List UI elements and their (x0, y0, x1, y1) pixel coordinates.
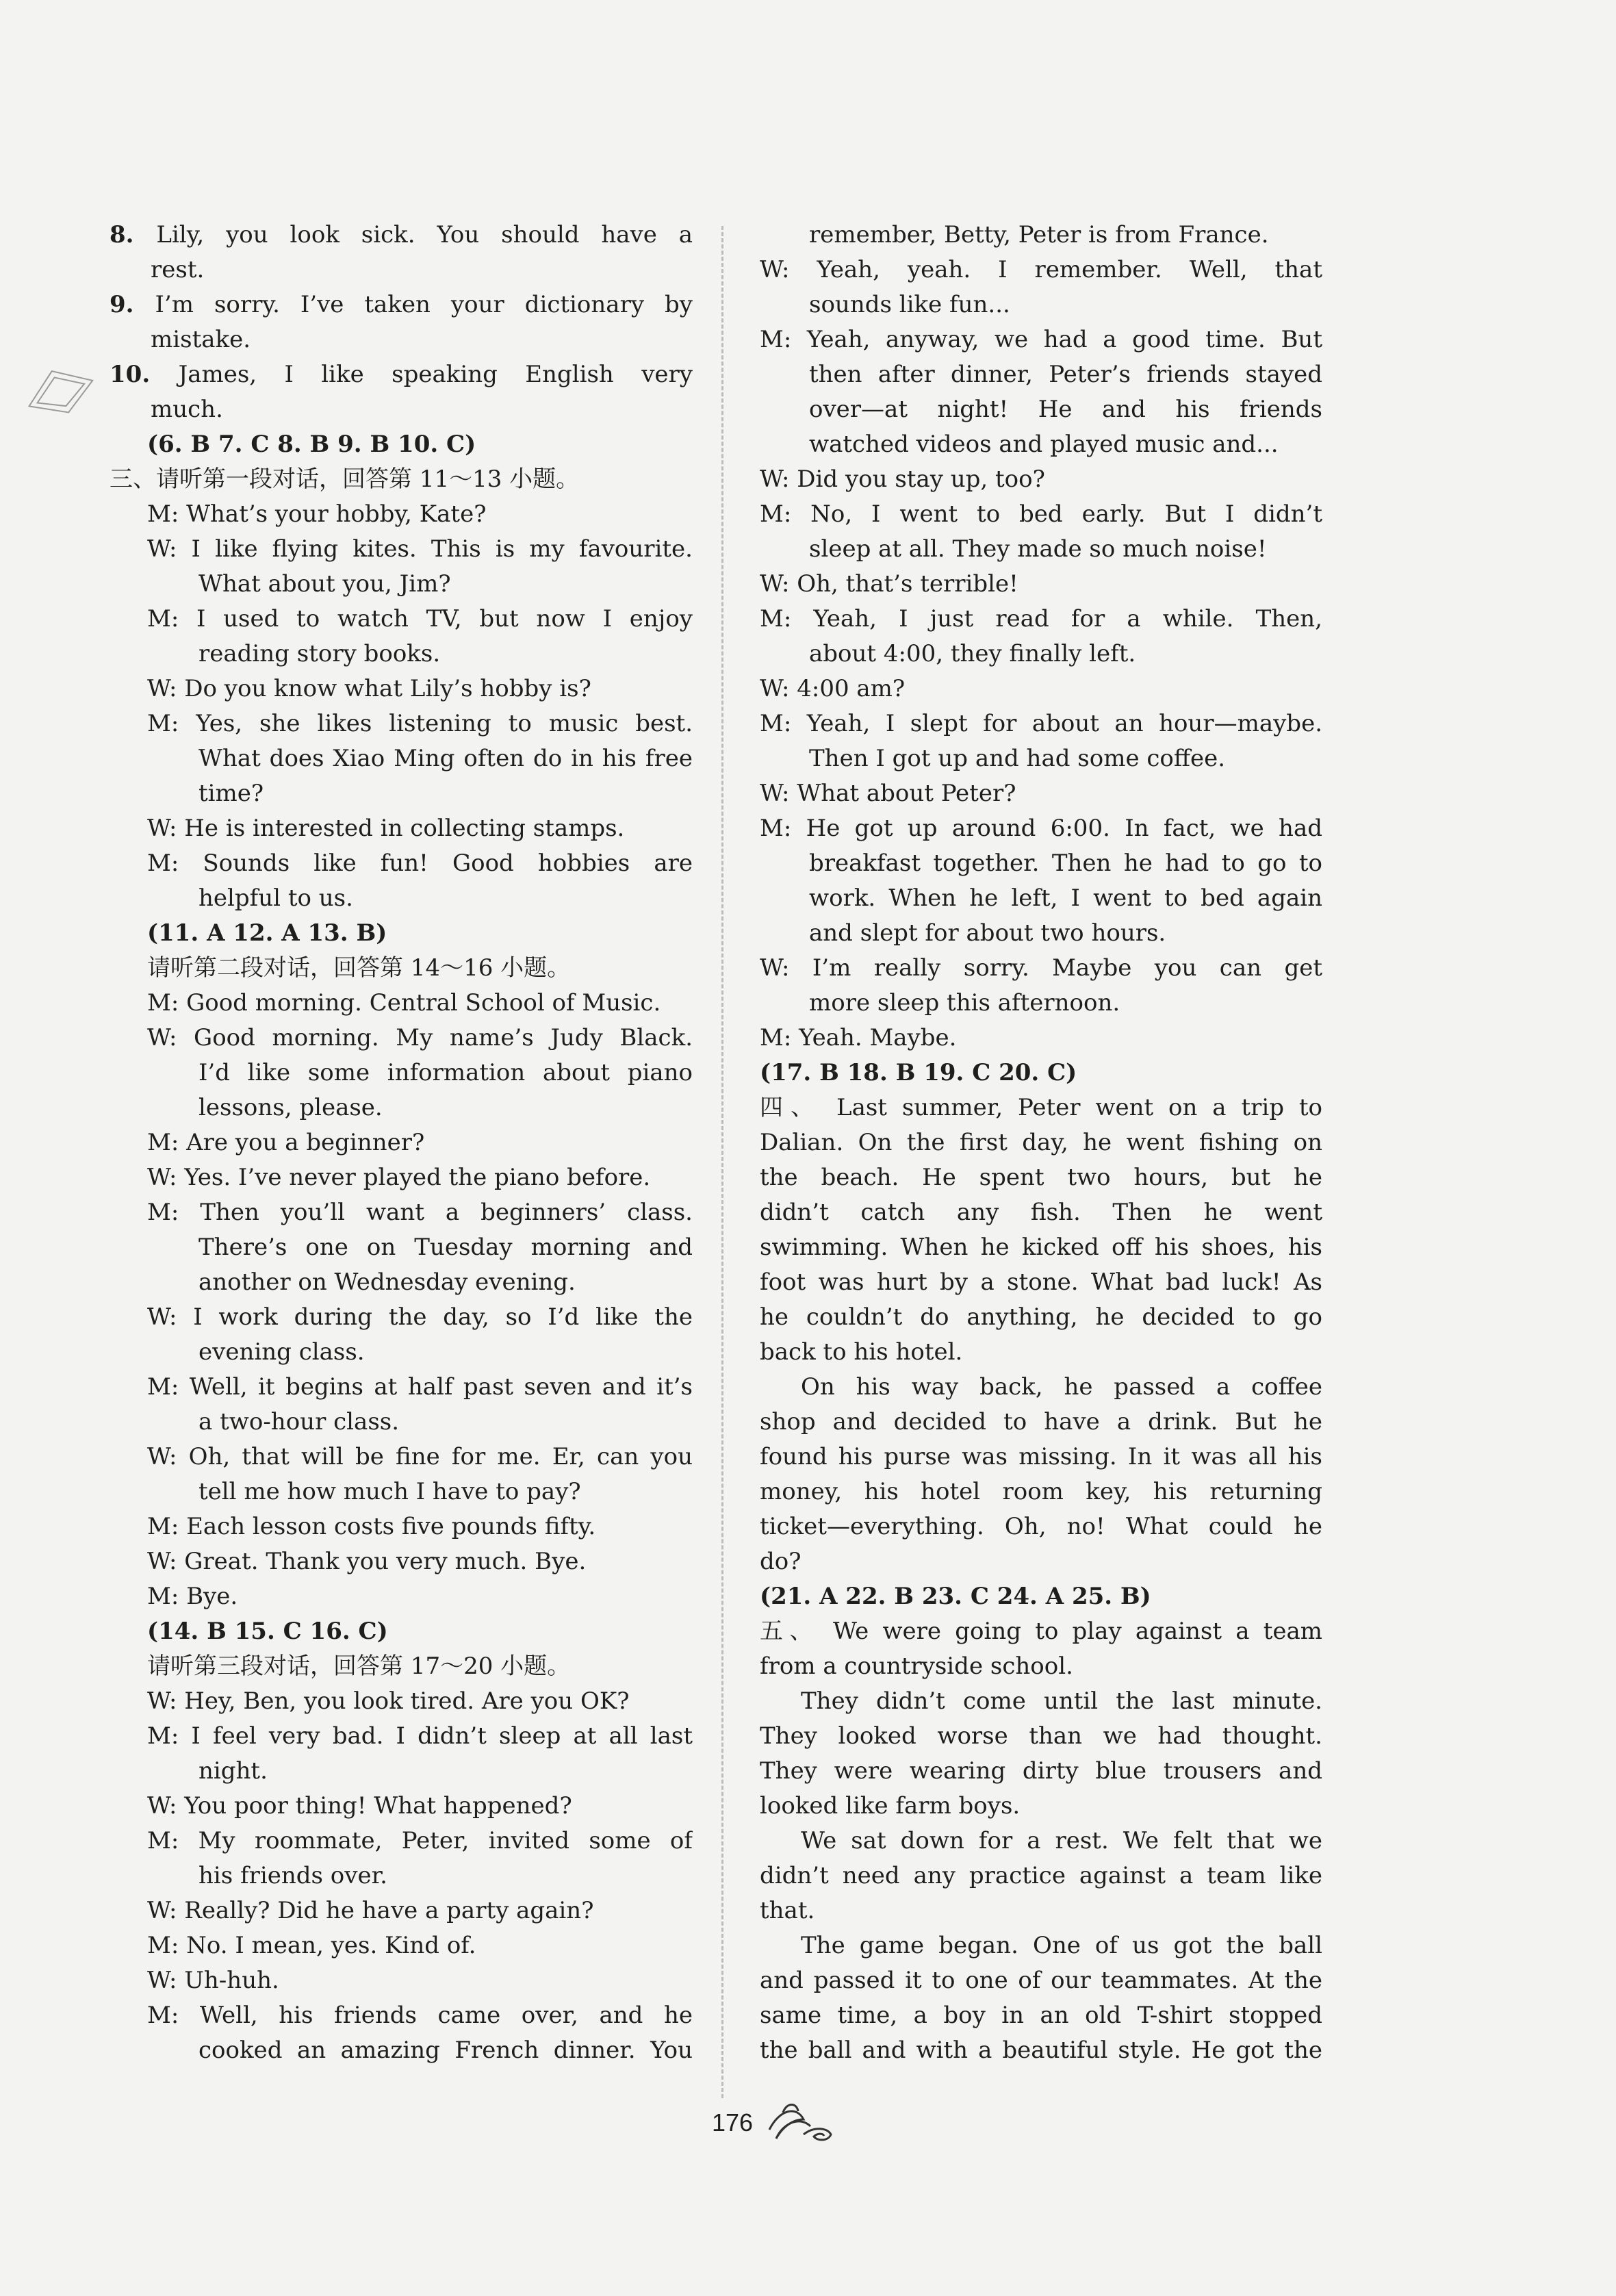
line-text: and slept for about two hours. (809, 919, 1166, 947)
text-line (760, 427, 1322, 462)
text-line (760, 1335, 1322, 1370)
page-footer (712, 2092, 845, 2154)
text-line (110, 1370, 693, 1405)
text-line (110, 1789, 693, 1824)
text-line (110, 1021, 693, 1056)
text-line (760, 392, 1322, 427)
line-text: (21. A 22. B 23. C 24. A 25. B) (760, 1583, 1151, 1610)
line-text: swimming. When he kicked off his shoes, his (760, 1234, 1322, 1261)
text-line (760, 1125, 1322, 1160)
text-line (760, 1579, 1322, 1614)
line-text: On his way back, he passed a coffee (801, 1373, 1322, 1401)
line-text: M: No. I mean, yes. Kind of. (147, 1932, 476, 1959)
line-text: They looked worse than we had thought. (760, 1722, 1322, 1750)
text-line (760, 1614, 1322, 1649)
text-line (110, 1893, 693, 1928)
text-line (760, 881, 1322, 916)
line-text: same time, a boy in an old T-shirt stopped (760, 2002, 1322, 2029)
line-text: What about you, Jim? (198, 570, 451, 598)
text-line (760, 1824, 1322, 1859)
text-line (110, 916, 693, 951)
line-text: foot was hurt by a stone. What bad luck! As (760, 1268, 1322, 1296)
line-text: work. When he left, I went to bed again (809, 884, 1322, 912)
line-text: over—at night! He and his friends (809, 396, 1322, 423)
text-line (110, 706, 693, 741)
line-text: W: I’m really sorry. Maybe you can get (760, 954, 1322, 982)
line-text: from a countryside school. (760, 1653, 1073, 1680)
text-line (110, 1475, 693, 1509)
line-text: looked like farm boys. (760, 1792, 1021, 1820)
text-line (760, 1160, 1322, 1195)
line-text: Dalian. On the first day, he went fishing on (760, 1129, 1322, 1156)
text-line (110, 497, 693, 532)
line-text: They were wearing dirty blue trousers and (760, 1757, 1322, 1785)
text-line (760, 1230, 1322, 1265)
text-line (110, 1300, 693, 1335)
text-line (110, 218, 693, 253)
line-text: Lily, you look sick. You should have a (156, 221, 693, 248)
line-text: There’s one on Tuesday morning and (198, 1234, 693, 1261)
text-line (110, 1230, 693, 1265)
line-text: W: What about Peter? (760, 780, 1016, 807)
line-text: W: Great. Thank you very much. Bye. (147, 1548, 587, 1575)
item-number: 9. (110, 291, 155, 318)
text-line (760, 2033, 1322, 2068)
left-column (110, 218, 693, 2068)
text-line (110, 1719, 693, 1754)
line-text: mistake. (151, 326, 251, 353)
line-text: evening class. (198, 1338, 365, 1366)
line-text: (6. B 7. C 8. B 9. B 10. C) (147, 431, 476, 458)
line-text: M: Good morning. Central School of Music. (147, 989, 661, 1017)
line-text: James, I like speaking English very (178, 361, 693, 388)
line-text: found his purse was missing. In it was all his (760, 1443, 1322, 1470)
text-line (110, 672, 693, 706)
line-text: back to his hotel. (760, 1338, 963, 1366)
text-line (110, 1614, 693, 1649)
line-text: more sleep this afternoon. (809, 989, 1120, 1017)
text-line (760, 1265, 1322, 1300)
line-text: I’m sorry. I’ve taken your dictionary by (155, 291, 693, 318)
line-text: rest. (151, 256, 205, 283)
text-line (110, 1579, 693, 1614)
text-line (760, 776, 1322, 811)
line-text: time? (198, 780, 264, 807)
line-text: night. (198, 1757, 268, 1785)
line-text: W: Did you stay up, too? (760, 465, 1045, 493)
text-line (760, 497, 1322, 532)
line-text: W: Oh, that’s terrible! (760, 570, 1018, 598)
text-line (110, 253, 693, 288)
item-number: 10. (110, 361, 179, 388)
text-line (110, 392, 693, 427)
text-line (760, 1893, 1322, 1928)
line-text: M: No, I went to bed early. But I didn’t (760, 500, 1322, 528)
text-line (110, 602, 693, 637)
line-text: remember, Betty, Peter is from France. (809, 221, 1269, 248)
line-text: W: I like flying kites. This is my favourite. (147, 535, 693, 563)
line-text: (14. B 15. C 16. C) (147, 1618, 388, 1645)
stamp-icon (15, 356, 104, 424)
item-number: 8. (110, 221, 157, 248)
text-line (110, 1928, 693, 1963)
line-text: M: Yeah, anyway, we had a good time. But (760, 326, 1322, 353)
line-text: M: Yeah, I just read for a while. Then, (760, 605, 1322, 633)
text-line (110, 1125, 693, 1160)
text-line (760, 1195, 1322, 1230)
text-line (110, 1405, 693, 1440)
line-text: cooked an amazing French dinner. You (198, 2037, 693, 2064)
floral-ornament-icon (762, 2099, 845, 2147)
line-text: W: Uh-huh. (147, 1967, 279, 1994)
text-line (110, 462, 693, 497)
text-line (760, 322, 1322, 357)
line-text: M: He got up around 6:00. In fact, we had (760, 815, 1322, 842)
text-line (110, 1649, 693, 1684)
text-line (760, 1440, 1322, 1475)
line-text: another on Wednesday evening. (198, 1268, 576, 1296)
line-text: tell me how much I have to pay? (198, 1478, 581, 1505)
line-text: the ball and with a beautiful style. He got the (760, 2037, 1322, 2064)
page-number: 176 (712, 2108, 754, 2136)
line-text: watched videos and played music and... (809, 431, 1279, 458)
text-line (760, 1021, 1322, 1056)
line-text: and passed it to one of our teammates. At the (760, 1967, 1322, 1994)
text-line (760, 1649, 1322, 1684)
line-text: M: Are you a beginner? (147, 1129, 425, 1156)
line-text: 三、请听第一段对话，回答第 11～13 小题。 (110, 465, 580, 493)
line-text: his friends over. (198, 1862, 387, 1889)
text-line (760, 951, 1322, 986)
text-line (760, 1928, 1322, 1963)
text-line (760, 672, 1322, 706)
line-text: W: I work during the day, so I’d like the (147, 1303, 693, 1331)
text-line (110, 357, 693, 392)
line-text: M: Sounds like fun! Good hobbies are (147, 850, 693, 877)
line-text: (17. B 18. B 19. C 20. C) (760, 1059, 1077, 1086)
line-text: then after dinner, Peter’s friends stayed (809, 361, 1322, 388)
line-text: about 4:00, they finally left. (809, 640, 1136, 667)
line-text: W: Hey, Ben, you look tired. Are you OK? (147, 1687, 630, 1715)
text-line (110, 1859, 693, 1893)
text-line (110, 741, 693, 776)
text-line (760, 1859, 1322, 1893)
line-text: W: He is interested in collecting stamps. (147, 815, 625, 842)
text-line (110, 567, 693, 602)
text-line (760, 288, 1322, 322)
line-text: didn’t need any practice against a team like (760, 1862, 1322, 1889)
text-line (110, 532, 693, 567)
line-text: M: Bye. (147, 1583, 238, 1610)
line-text: a two-hour class. (198, 1408, 400, 1436)
text-line (760, 1719, 1322, 1754)
text-line (110, 881, 693, 916)
text-line (110, 427, 693, 462)
line-text: M: Then you’ll want a beginners’ class. (147, 1199, 693, 1226)
text-line (110, 1824, 693, 1859)
line-text: W: Oh, that will be fine for me. Er, can you (147, 1443, 693, 1470)
text-line (110, 288, 693, 322)
line-text: They didn’t come until the last minute. (801, 1687, 1322, 1715)
text-line (760, 357, 1322, 392)
line-text: do? (760, 1548, 801, 1575)
line-text: What does Xiao Ming often do in his free (198, 745, 693, 772)
line-text: M: Well, his friends came over, and he (147, 2002, 693, 2029)
line-text: didn’t catch any fish. Then he went (760, 1199, 1322, 1226)
line-text: W: Yes. I’ve never played the piano before. (147, 1164, 651, 1191)
text-line (760, 1090, 1322, 1125)
line-text: the beach. He spent two hours, but he (760, 1164, 1322, 1191)
text-line (110, 846, 693, 881)
text-line (110, 1684, 693, 1719)
text-line (760, 567, 1322, 602)
text-line (760, 1509, 1322, 1544)
text-line (110, 1998, 693, 2033)
text-line (760, 637, 1322, 672)
line-text: We sat down for a rest. We felt that we (801, 1827, 1322, 1854)
text-line (110, 1963, 693, 1998)
line-text: lessons, please. (198, 1094, 383, 1121)
line-text: helpful to us. (198, 884, 353, 912)
line-text: M: I used to watch TV, but now I enjoy (147, 605, 693, 633)
line-text: sounds like fun... (809, 291, 1010, 318)
line-text: (11. A 12. A 13. B) (147, 919, 387, 947)
line-text: Then I got up and had some coffee. (809, 745, 1226, 772)
text-line (760, 1405, 1322, 1440)
text-line (110, 1544, 693, 1579)
text-line (110, 986, 693, 1021)
text-line (760, 218, 1322, 253)
line-text: W: Really? Did he have a party again? (147, 1897, 594, 1924)
line-text: 五、 We were going to play against a team (760, 1618, 1322, 1645)
line-text: shop and decided to have a drink. But he (760, 1408, 1322, 1436)
text-line (110, 637, 693, 672)
line-text: M: Yeah, I slept for about an hour—maybe. (760, 710, 1322, 737)
text-line (110, 1509, 693, 1544)
text-line (110, 1056, 693, 1090)
text-line (760, 1963, 1322, 1998)
line-text: M: My roommate, Peter, invited some of (147, 1827, 693, 1854)
text-line (760, 1789, 1322, 1824)
text-line (760, 846, 1322, 881)
line-text: M: What’s your hobby, Kate? (147, 500, 487, 528)
line-text: M: Yes, she likes listening to music best. (147, 710, 693, 737)
line-text: he couldn’t do anything, he decided to go (760, 1303, 1322, 1331)
text-line (760, 253, 1322, 288)
column-divider (721, 226, 723, 2098)
text-line (760, 1684, 1322, 1719)
text-line (760, 986, 1322, 1021)
line-text: much. (151, 396, 223, 423)
text-line (110, 1754, 693, 1789)
text-line (110, 776, 693, 811)
line-text: ticket—everything. Oh, no! What could he (760, 1513, 1322, 1540)
text-line (760, 916, 1322, 951)
line-text: W: Yeah, yeah. I remember. Well, that (760, 256, 1322, 283)
text-line (760, 1370, 1322, 1405)
line-text: that. (760, 1897, 815, 1924)
text-line (110, 1090, 693, 1125)
text-line (110, 811, 693, 846)
line-text: M: Well, it begins at half past seven and it’s (147, 1373, 693, 1401)
line-text: I’d like some information about piano (198, 1059, 693, 1086)
line-text: The game began. One of us got the ball (801, 1932, 1322, 1959)
text-line (760, 741, 1322, 776)
text-line (110, 1335, 693, 1370)
text-line (760, 1056, 1322, 1090)
text-line (110, 322, 693, 357)
line-text: reading story books. (198, 640, 441, 667)
line-text: M: I feel very bad. I didn’t sleep at all last (147, 1722, 693, 1750)
line-text: sleep at all. They made so much noise! (809, 535, 1267, 563)
text-line (760, 462, 1322, 497)
line-text: breakfast together. Then he had to go to (809, 850, 1322, 877)
line-text: 四、 Last summer, Peter went on a trip to (760, 1094, 1322, 1121)
text-line (110, 1195, 693, 1230)
text-line (760, 532, 1322, 567)
text-line (110, 951, 693, 986)
line-text: M: Each lesson costs five pounds fifty. (147, 1513, 596, 1540)
text-line (110, 1440, 693, 1475)
line-text: W: Good morning. My name’s Judy Black. (147, 1024, 693, 1051)
text-line (760, 1998, 1322, 2033)
line-text: W: Do you know what Lily’s hobby is? (147, 675, 591, 702)
text-line (760, 602, 1322, 637)
line-text: 请听第二段对话，回答第 14～16 小题。 (147, 954, 571, 982)
line-text: 请听第三段对话，回答第 17～20 小题。 (147, 1653, 571, 1680)
text-line (110, 2033, 693, 2068)
line-text: money, his hotel room key, his returning (760, 1478, 1322, 1505)
text-line (110, 1265, 693, 1300)
text-line (760, 1475, 1322, 1509)
line-text: M: Yeah. Maybe. (760, 1024, 957, 1051)
text-line (760, 1544, 1322, 1579)
text-line (760, 1300, 1322, 1335)
text-line (760, 811, 1322, 846)
text-line (760, 706, 1322, 741)
right-column (760, 218, 1322, 2068)
line-text: W: 4:00 am? (760, 675, 906, 702)
text-line (760, 1754, 1322, 1789)
text-line (110, 1160, 693, 1195)
line-text: W: You poor thing! What happened? (147, 1792, 572, 1820)
